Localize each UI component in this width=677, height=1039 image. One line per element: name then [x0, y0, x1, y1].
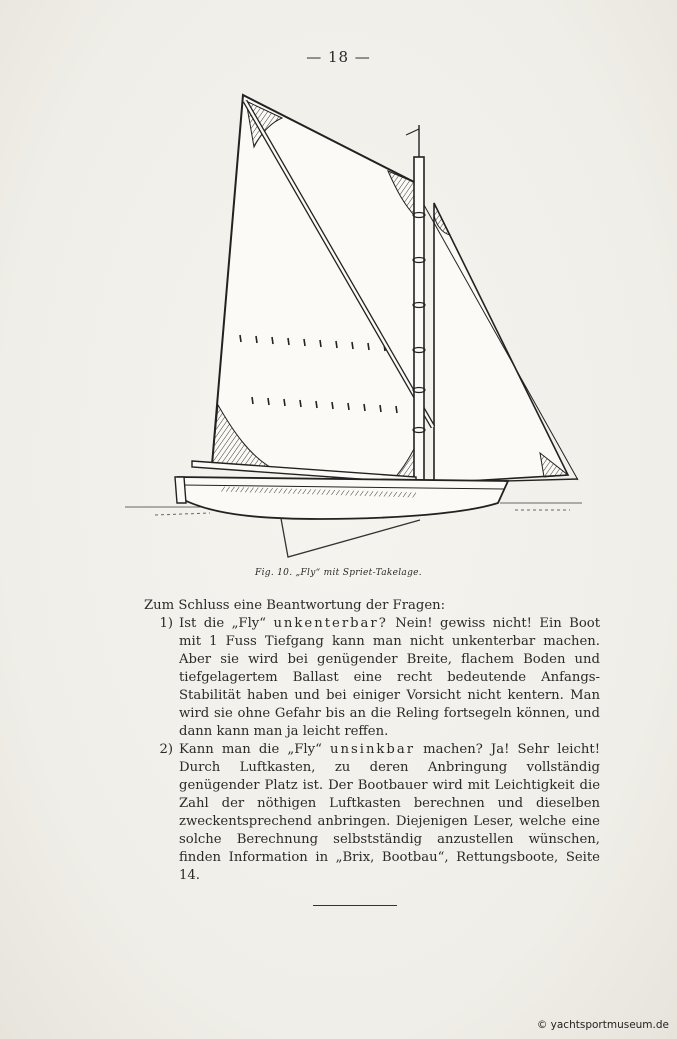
- body-text: [144, 597, 600, 885]
- watermark: © yachtsportmuseum.de: [536, 1019, 669, 1031]
- pennant: [406, 129, 419, 135]
- answer-2-number: 2): [159, 742, 173, 757]
- answer-1-text: Ist die „Fly“ unkenterbar? Nein! gewiss nicht! Ein Boot mit 1 Fuss Tiefgang kann man nicht unkenterbar machen. Aber sie wird bei genügender Breite, flachem Boden und tiefgelagertem Ballast eine recht bedeutende Anfangs-Stabilität haben und bei einiger Vorsicht nicht kentern. Man wird sie ohne Gefahr bis an die Reling fortsegeln können, und dann kann man ja leicht reffen.: [179, 616, 601, 739]
- page-number: — 18 —: [306, 48, 371, 66]
- end-rule: [313, 905, 397, 906]
- bowsprit: [504, 479, 578, 481]
- rudder: [175, 477, 186, 503]
- figure-caption: Fig. 10. „Fly“ mit Spriet-Takelage.: [255, 568, 422, 578]
- mast: [414, 157, 424, 497]
- answer-2-text: Kann man die „Fly“ unsinkbar machen? Ja! Sehr leicht! Durch Luftkasten, zu deren Anbringung vollständig genügender Platz ist. Der Bootbauer wird mit Leichtigkeit die Zahl der nöthigen Luftkasten berechnen und dieselben zweckentsprechend anbringen. Diejenigen Leser, welche eine solche Berechnung selbstständig anzustellen wünschen, finden Information in „Brix, Bootbau“, Rettungsboote, Seite 14.: [179, 742, 601, 883]
- answer-1: [144, 615, 600, 741]
- hull: [178, 477, 508, 519]
- intro-text: Zum Schluss eine Beantwortung der Fragen:: [144, 598, 446, 613]
- answer-2: [144, 741, 600, 885]
- mainsail: [212, 95, 416, 485]
- sailboat-illustration: [120, 85, 590, 565]
- answer-1-number: 1): [159, 616, 173, 631]
